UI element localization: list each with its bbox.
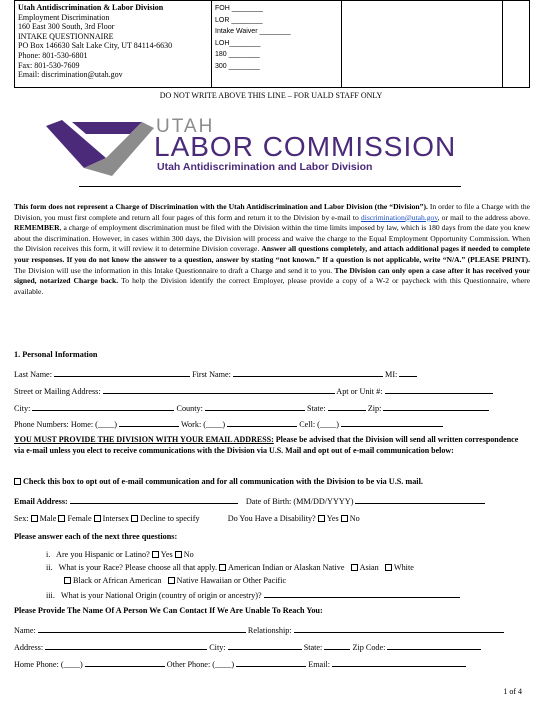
contact-city-label: City: (209, 643, 226, 652)
county-field[interactable] (205, 402, 305, 411)
q2-text: What is your Race? Please choose all that apply. (58, 563, 217, 572)
county-label: County: (176, 404, 203, 413)
email-address-field[interactable] (70, 495, 238, 504)
question-national-origin (46, 589, 460, 600)
contact-heading: Please Provide The Name Of A Person We Can Contact If We Are Unable To Reach You: (14, 606, 323, 615)
row-contact-name (14, 624, 504, 635)
row-city (14, 402, 489, 413)
row-street (14, 385, 493, 396)
relationship-field[interactable] (294, 624, 504, 633)
contact-email-label: Email: (308, 660, 331, 669)
code-180[interactable]: 180 ________ (215, 51, 260, 58)
first-name-label: First Name: (192, 370, 231, 379)
contact-other-phone-label: Other Phone: (____) (166, 660, 235, 669)
opt-out-label: Check this box to opt out of e-mail communication and for all communication with the Division to be via U.S. mail. (23, 477, 423, 486)
race-native-label: American Indian or Alaskan Native (228, 563, 345, 572)
work-phone-field[interactable] (227, 418, 297, 427)
home-phone-label: Phone Numbers: Home: (____) (14, 420, 118, 429)
row-opt-out (14, 477, 423, 486)
disability-no-label: No (349, 514, 360, 523)
office-name: Utah Antidiscrimination & Labor Division (18, 3, 164, 12)
staff-blank-cell (342, 1, 503, 87)
dob-field[interactable] (355, 495, 485, 504)
q3-text: What is your National Origin (country of origin or ancestry)? (60, 591, 262, 600)
row-contact-phones (14, 658, 466, 669)
section-personal-info: 1. Personal Information (14, 350, 98, 359)
hispanic-no-checkbox[interactable] (175, 551, 182, 558)
race-asian-label: Asian (359, 563, 379, 572)
office-line: INTAKE QUESTIONNAIRE (18, 31, 114, 41)
email-notice-body: Please be advised that the Division will send all written correspondence via e-mail unless you elect to receive communications with the Division via U.S. Mail and opt out of e-mail communication below: (14, 435, 519, 455)
hispanic-no-label: No (183, 550, 194, 559)
office-email: Email: discrimination@utah.gov (18, 70, 123, 80)
contact-state-field[interactable] (324, 641, 350, 650)
zip-field[interactable] (383, 402, 489, 411)
contact-name-label: Name: (14, 626, 36, 635)
contact-home-phone-label: Home Phone: (____) (14, 660, 83, 669)
apt-field[interactable] (385, 385, 493, 394)
q3-number: iii. (46, 591, 55, 600)
logo-utah-text: UTAH (156, 116, 215, 137)
disability-no-checkbox[interactable] (341, 515, 348, 522)
mi-label: MI: (385, 370, 398, 379)
hispanic-yes-label: Yes (160, 550, 173, 559)
contact-other-phone-field[interactable] (236, 658, 306, 667)
contact-address-field[interactable] (45, 641, 207, 650)
mi-field[interactable] (399, 368, 417, 377)
row-contact-address (14, 641, 481, 652)
logo-labor-text: LABOR COMMISSION (154, 131, 457, 162)
street-field[interactable] (103, 385, 335, 394)
row-email-dob (14, 495, 485, 506)
q1-number: i. (46, 550, 51, 559)
contact-state-label: State: (303, 643, 323, 652)
disability-yes-label: Yes (326, 514, 339, 523)
code-foh[interactable]: FOH ________ (215, 5, 263, 12)
dob-label: Date of Birth: (MM/DD/YYYY) (245, 497, 354, 506)
email-notice-heading: YOU MUST PROVIDE THE DIVISION WITH YOUR EMAIL ADDRESS: (14, 435, 274, 444)
row-name (14, 368, 417, 379)
sex-decline-label: Decline to specify (140, 514, 200, 523)
state-field[interactable] (328, 402, 366, 411)
race-white-label: White (393, 563, 414, 572)
cell-phone-label: Cell: (____) (299, 420, 339, 429)
labor-commission-logo (44, 110, 464, 180)
contact-email-field[interactable] (332, 658, 466, 667)
intro-not-charge: This form does not represent a Charge of Discrimination with the Utah Antidiscrimination and Labor Division (the “Division”). (14, 202, 428, 211)
contact-zip-field[interactable] (387, 641, 481, 650)
work-phone-label: Work: (____) (180, 420, 226, 429)
email-address-label: Email Address: (14, 497, 68, 506)
question-hispanic (46, 550, 194, 559)
logo-chevron-top (72, 122, 142, 134)
office-line: 160 East 300 South, 3rd Floor (18, 22, 115, 32)
staff-header-table (14, 0, 530, 88)
intro-case-open: The Division can only open a case after it has received your signed, notarized Charge back. (14, 265, 530, 286)
sex-label: Sex: (14, 514, 29, 523)
last-name-field[interactable] (54, 368, 190, 377)
office-phone: Phone: 801-530-6801 (18, 50, 88, 60)
national-origin-field[interactable] (264, 589, 460, 598)
intro-text: The Division will use the information in this Intake Questionnaire to draft a Charge and send it to you. (14, 265, 333, 275)
office-line: Employment Discrimination (18, 12, 110, 22)
code-intake-waiver[interactable]: Intake Waiver ________ (215, 28, 291, 35)
office-fax: Fax: 801-530-7609 (18, 60, 80, 70)
home-phone-field[interactable] (119, 418, 179, 427)
logo-divider (79, 186, 461, 187)
first-name-field[interactable] (233, 368, 383, 377)
contact-address-label: Address: (14, 643, 44, 652)
page-number: 1 of 4 (503, 687, 522, 696)
code-300[interactable]: 300 ________ (215, 62, 260, 70)
logo-subtitle: Utah Antidiscrimination and Labor Division (157, 161, 373, 173)
sex-female-checkbox[interactable] (58, 515, 65, 522)
last-name-label: Last Name: (14, 370, 52, 379)
sex-female-label: Female (67, 514, 92, 523)
city-label: City: (14, 404, 31, 413)
office-line: PO Box 146630 Salt Lake City, UT 84114-6630 (18, 41, 173, 51)
intro-text: , or mail to the address above. (437, 212, 530, 222)
q2-number: ii. (46, 563, 53, 572)
staff-codes (212, 1, 342, 87)
email-required-notice (14, 435, 530, 457)
race-asian-checkbox[interactable] (351, 564, 358, 571)
disability-yes-checkbox[interactable] (318, 515, 325, 522)
sex-male-checkbox[interactable] (31, 515, 38, 522)
row-phones (14, 418, 443, 429)
opt-out-checkbox[interactable] (14, 478, 21, 485)
hispanic-yes-checkbox[interactable] (152, 551, 159, 558)
intro-text: To help the Division identify the correct Employer, please provide a copy of a W-2 or paycheck with this Questionnaire, where available. (14, 276, 531, 296)
sex-intersex-checkbox[interactable] (94, 515, 101, 522)
relationship-label: Relationship: (247, 626, 292, 635)
code-loh[interactable]: LOH________ (215, 39, 261, 47)
street-label: Street or Mailing Address: (14, 387, 101, 396)
state-label: State: (306, 404, 326, 413)
intro-paragraph (14, 202, 530, 297)
row-sex-disability (14, 514, 360, 523)
race-black-checkbox[interactable] (64, 577, 71, 584)
question-race-cont (64, 576, 286, 585)
division-email-link[interactable]: discrimination@utah.gov (360, 212, 438, 222)
zip-label: Zip: (367, 404, 382, 413)
contact-city-field[interactable] (228, 641, 302, 650)
city-field[interactable] (32, 402, 174, 411)
intro-text: , a charge of employment discrimination must be filed with the Division within the time limits imposed by law, which is 180 days from the date you knew about the discrimination. However, in cases within 300 days, the Division will process and waive the charge to the Equal Employment Opportunity Commission. When the Division receives this form, it will review it to determine Division coverage. (14, 223, 530, 254)
race-black-label: Black or African American (73, 576, 162, 585)
office-address-block (15, 1, 212, 87)
q1-text: Are you Hispanic or Latino? (56, 550, 150, 559)
race-pacific-label: Native Hawaiian or Other Pacific (176, 576, 287, 585)
contact-zip-label: Zip Code: (352, 643, 386, 652)
intro-instructions: Answer all questions completely, and attach additional pages if needed to complete your responses. If you do not know the answer to a question, answer by stating “not known.” If a question is not applicable, write “N/A.” (PLEASE PRINT). (14, 244, 530, 264)
intro-remember: REMEMBER (14, 223, 60, 233)
intro-text: In order to file a Charge with the Division, you must first complete and return all four pages of this form and return it to the Division by e-mail to (14, 202, 530, 222)
staff-only-notice: DO NOT WRITE ABOVE THIS LINE – FOR UALD STAFF ONLY (159, 91, 383, 100)
race-native-checkbox[interactable] (219, 564, 226, 571)
race-pacific-checkbox[interactable] (168, 577, 175, 584)
race-white-checkbox[interactable] (385, 564, 392, 571)
cell-phone-field[interactable] (341, 418, 443, 427)
apt-label: Apt or Unit #: (336, 387, 383, 396)
sex-decline-checkbox[interactable] (131, 515, 138, 522)
disability-label: Do You Have a Disability? (227, 514, 316, 523)
contact-name-field[interactable] (38, 624, 246, 633)
question-race (46, 563, 414, 572)
staff-blank-cell (503, 1, 529, 87)
sex-male-label: Male (39, 514, 57, 523)
sex-intersex-label: Intersex (102, 514, 130, 523)
contact-home-phone-field[interactable] (85, 658, 165, 667)
three-questions-heading: Please answer each of the next three questions: (14, 532, 178, 541)
code-lor[interactable]: LOR ________ (215, 16, 263, 24)
